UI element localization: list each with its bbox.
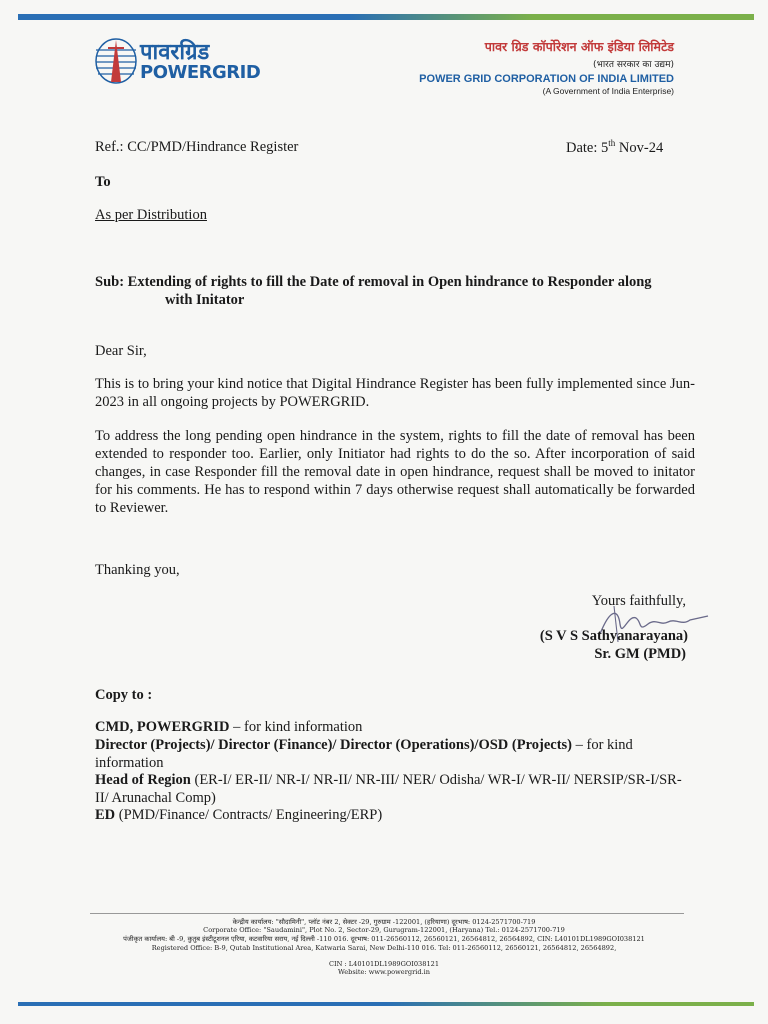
subject-line-2: with Initator xyxy=(165,292,245,308)
salutation: Dear Sir, xyxy=(95,343,147,359)
footer-registered-english: Registered Office: B-9, Qutab Institutional Area, Katwaria Sarai, New Delhi-110 016. Tel: 011-26560112, 26560121, 26564812, 26564892, xyxy=(151,944,617,952)
company-subtitle-hindi: (भारत सरकार का उद्यम) xyxy=(593,60,674,70)
subject-line-1: Sub: Extending of rights to fill the Date of removal in Open hindrance to Responder along xyxy=(95,274,652,290)
company-name-english: POWER GRID CORPORATION OF INDIA LIMITED xyxy=(419,73,674,85)
body-paragraph-2: To address the long pending open hindrance in the system, rights to fill the date of removal has been extended to responder too. Earlier, only Initiator had rights to do the so. After incorporation of said changes, in case Responder fill the removal date in open hindrance, request shall be moved to initator for his comments. He has to respond within 7 days otherwise request shall automatically be forwarded to Reviewer. xyxy=(95,428,695,516)
reference-number: Ref.: CC/PMD/Hindrance Register xyxy=(95,139,299,155)
copy-item: Head of Region (ER-I/ ER-II/ NR-I/ NR-II/ NR-III/ NER/ Odisha/ WR-I/ WR-II/ NERSIP/SR-I/SR-II/ Arunachal Comp) xyxy=(95,772,682,806)
footer-cin: CIN : L40101DL1989GOI038121 xyxy=(328,960,440,968)
footer-corporate-english: Corporate Office: "Saudamini", Plot No. 2, Sector-29, Gurugram-122001, (Haryana) Tel.: 0124-2571700-719 xyxy=(203,926,565,934)
letter-date: Date: 5th Nov-24 xyxy=(566,138,664,156)
distribution-line: As per Distribution xyxy=(95,207,207,223)
top-color-bar xyxy=(18,14,754,20)
yours-faithfully: Yours faithfully, xyxy=(591,593,686,609)
signatory-designation: Sr. GM (PMD) xyxy=(594,646,686,662)
logo-hindi-text: पावरग्रिड xyxy=(140,40,210,65)
footer-corporate-hindi: केन्द्रीय कार्यालय: "सौदामिनी", प्लॉट नंबर 2, सेक्टर -29, गुरुग्राम -122001, (हरियाणा) दूरभाष: 0124-2571700-719 xyxy=(232,918,536,926)
copy-item: CMD, POWERGRID – for kind information xyxy=(95,719,363,735)
copy-to-heading: Copy to : xyxy=(95,687,153,703)
footer-website: Website: www.powergrid.in xyxy=(337,968,430,976)
bottom-color-bar xyxy=(18,1002,754,1006)
logo-english-text: POWERGRID xyxy=(140,62,261,83)
signatory-name: (S V S Sathyanarayana) xyxy=(539,628,688,644)
copy-item: Director (Projects)/ Director (Finance)/ Director (Operations)/OSD (Projects) – for kind information xyxy=(95,737,633,771)
company-subtitle-english: (A Government of India Enterprise) xyxy=(542,86,674,96)
powergrid-logo xyxy=(94,36,261,88)
to-label: To xyxy=(95,174,111,190)
company-header xyxy=(419,38,674,96)
footer-divider xyxy=(90,913,684,914)
tower-globe-icon xyxy=(94,36,138,86)
footer-registered-hindi: पंजीकृत कार्यालय: बी -9, कुतुब इंस्टीटूशनल एरिया, कटवारिया सराय, नई दिल्ली -110 016. दूरभाष: 011-26560112, 26560121, 26564812, 26564892, CIN: L40101DL1989GOI038121 xyxy=(123,935,645,943)
body-paragraph-1: This is to bring your kind notice that Digital Hindrance Register has been fully implemented since Jun-2023 in all ongoing projects by POWERGRID. xyxy=(95,376,695,410)
copy-item: ED (PMD/Finance/ Contracts/ Engineering/ERP) xyxy=(95,807,383,823)
closing-line: Thanking you, xyxy=(95,562,180,578)
company-name-hindi: पावर ग्रिड कॉर्पोरेशन ऑफ इंडिया लिमिटेड xyxy=(484,39,674,54)
